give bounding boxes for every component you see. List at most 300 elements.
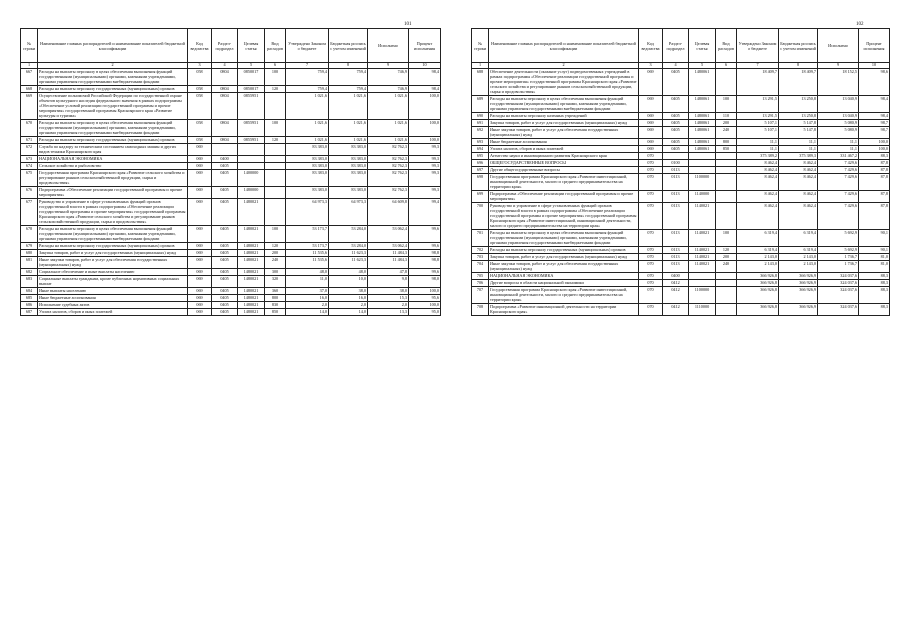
table-cell: Служба по надзору за техническим состоянием самоходных машин и других видов техники Красноярского края (38, 143, 188, 155)
table-cell: 200 (716, 253, 737, 260)
table-cell: Иные закупки товаров, работ и услуг для обеспечения государственных (муниципальных) нужд (38, 256, 188, 268)
table-cell: 11,1 (737, 145, 779, 152)
table-cell: 13,3 (368, 308, 409, 315)
table-cell: 87,8 (859, 166, 890, 173)
table-cell: 98,4 (859, 112, 890, 119)
table-cell: 366 926,8 (737, 272, 779, 279)
table-cell: 1480061 (689, 126, 716, 138)
table-cell: 38,0 (368, 287, 409, 294)
table-cell: 688 (472, 68, 489, 95)
table-cell: 0405 (212, 287, 238, 294)
column-header: Вид расходов (265, 29, 286, 63)
table-cell: 069 (188, 287, 212, 294)
table-cell: 0405 (212, 162, 238, 169)
table-cell: 366 926,9 (779, 303, 818, 315)
table-cell: 070 (639, 260, 663, 272)
table-cell: 81,0 (859, 253, 890, 260)
table-cell: 7 429,6 (818, 159, 859, 166)
table-row (472, 159, 890, 166)
table-cell: 13 040,9 (818, 112, 859, 119)
table-cell: 1140021 (689, 202, 716, 229)
table-cell: 16,0 (286, 294, 329, 301)
table-cell: 069 (188, 155, 212, 162)
table-cell: 0405 (663, 68, 689, 95)
table-cell: 83 383,0 (286, 162, 329, 169)
table-cell: 18 409,7 (779, 68, 818, 95)
table-cell: 375 389,3 (779, 152, 818, 159)
table-cell: 16,0 (329, 294, 368, 301)
table-cell: 5 147,8 (779, 119, 818, 126)
table-cell: 1480061 (689, 95, 716, 112)
column-header: Утверждено Законом о бюджете (286, 29, 329, 63)
table-cell: 069 (188, 249, 212, 256)
table-row (21, 287, 441, 294)
table-cell: 366 926,9 (779, 272, 818, 279)
table-cell: 069 (639, 138, 663, 145)
left-budget-table (20, 28, 441, 316)
table-cell: 1400000 (238, 169, 265, 186)
column-index: 1 (21, 63, 38, 69)
table-cell: 069 (188, 256, 212, 268)
table-row (472, 202, 890, 229)
table-cell: 11,1 (737, 138, 779, 145)
table-cell: 11 484,3 (368, 256, 409, 268)
table-cell: 0412 (663, 303, 689, 315)
table-cell: 0100 (663, 159, 689, 166)
table-cell: 1480021 (238, 308, 265, 315)
table-cell: 11 623,3 (329, 256, 368, 268)
column-index: 7 (286, 63, 329, 69)
table-cell: 689 (472, 95, 489, 112)
table-cell: 1480061 (689, 68, 716, 95)
table-cell: 692 (472, 126, 489, 138)
table-cell: 13 250,8 (779, 112, 818, 119)
table-row (472, 95, 890, 112)
table-cell: 100,0 (859, 145, 890, 152)
table-cell: 0405 (212, 275, 238, 287)
table-cell: 694 (472, 145, 489, 152)
table-cell: 070 (639, 166, 663, 173)
table-cell: 98,6 (859, 68, 890, 95)
table-cell: 366 926,8 (737, 279, 779, 286)
table-cell: 1480021 (238, 294, 265, 301)
table-cell: Обеспечение деятельности (оказание услуг) подведомственных учреждений в рамках подпрограммы «Обеспечение реализации государственной программы и прочие мероприятия» государственной программы Красноярского края «Развитие сельского хозяйства и регулирование рынков сельскохозяйственной продукции, сырья и продовольствия» (490, 69, 637, 94)
table-cell: 5 147,8 (779, 126, 818, 138)
table-cell: 300 (265, 268, 286, 275)
table-cell: 7 429,6 (818, 202, 859, 229)
table-cell: 0113 (663, 246, 689, 253)
table-cell: 88,3 (859, 152, 890, 159)
table-cell: 0405 (663, 112, 689, 119)
table-cell: 360 (265, 287, 286, 294)
table-cell: 0400 (212, 155, 238, 162)
table-cell: 676 (21, 186, 38, 198)
table-cell: 1100000 (689, 286, 716, 303)
table-cell: 13 250,8 (779, 95, 818, 112)
table-cell: 100,0 (409, 119, 441, 136)
table-cell: 14,0 (329, 308, 368, 315)
table-cell: 8 462,4 (779, 190, 818, 202)
table-cell: Иные бюджетные ассигнования (489, 138, 639, 145)
column-index: 3 (188, 63, 212, 69)
table-cell: Расходы на выплаты персоналу казенных учреждений (489, 112, 639, 119)
table-cell: Закупка товаров, работ и услуг для государственных (муниципальных) нужд (489, 253, 639, 260)
table-cell: 98,4 (859, 95, 890, 112)
table-cell: 1 021,6 (368, 92, 409, 119)
table-cell: 8 462,4 (779, 159, 818, 166)
table-cell: 240 (716, 260, 737, 272)
table-cell: 1480061 (689, 138, 716, 145)
table-cell: Иные бюджетные ассигнования (38, 294, 188, 301)
table-cell: 069 (188, 242, 212, 249)
table-cell: 0405 (212, 308, 238, 315)
table-cell: 070 (639, 279, 663, 286)
right-budget-table (471, 28, 890, 316)
table-cell: 686 (21, 301, 38, 308)
table-cell (716, 68, 737, 95)
table-row (21, 198, 441, 225)
table-row (21, 268, 441, 275)
table-cell: 53 062,4 (368, 242, 409, 249)
left-page-number: 101 (404, 22, 412, 27)
table-cell: 83 383,0 (286, 186, 329, 198)
table-cell (716, 173, 737, 190)
table-cell: 850 (265, 308, 286, 315)
table-cell: 83 383,0 (329, 186, 368, 198)
left-page (20, 28, 440, 316)
table-cell: 1480061 (689, 112, 716, 119)
table-cell (689, 159, 716, 166)
column-index: 9 (368, 63, 409, 69)
table-cell: 366 926,9 (779, 286, 818, 303)
table-cell: 070 (639, 229, 663, 246)
table-cell: 11 623,3 (329, 249, 368, 256)
table-cell: 759,4 (286, 68, 329, 85)
table-cell: 100,0 (859, 138, 890, 145)
table-cell (689, 152, 716, 159)
table-cell: Уплата налогов, сборов и иных платежей (489, 145, 639, 152)
table-cell: 070 (639, 303, 663, 315)
table-cell: 53 173,7 (286, 225, 329, 242)
table-cell: 18 409,7 (737, 68, 779, 95)
table-cell: 058 (188, 136, 212, 143)
table-cell: 8 462,4 (779, 202, 818, 229)
table-cell: 324 037,6 (818, 286, 859, 303)
table-cell: Расходы на выплаты персоналу в целях обеспечения выполнения функций государственными (муниципальными) органами, казенными учреждениями, органами управления государственными внебюджетными фондами (38, 68, 188, 85)
table-cell: 98,7 (859, 126, 890, 138)
table-cell: Осуществление полномочий Российской Федерации по государственной охране объектов культурного наследия федерального значения в рамках подпрограммы «Обеспечение условий реализации государственной программы и прочие мероприятия» государственной программы Красноярского края «Развитие культуры и туризма» (38, 92, 188, 119)
table-cell: Подпрограмма «Обеспечение реализации государственной программы и прочие мероприятия» (38, 186, 188, 198)
table-cell: 99,3 (409, 162, 441, 169)
table-cell: 99,6 (409, 242, 441, 249)
table-cell: 1140021 (689, 246, 716, 253)
table-cell: Закупка товаров, работ и услуг для государственных (муниципальных) нужд (38, 249, 188, 256)
table-cell: Государственная программа Красноярского края «Развитие сельского хозяйства и регулирование рынков сельскохозяйственной продукции, сырья и продовольствия» (38, 169, 188, 186)
right-page-number: 102 (856, 22, 864, 27)
table-cell: Иные закупки товаров, работ и услуг для обеспечения государственных (муниципальных) нужд (489, 260, 639, 272)
table-row (472, 145, 890, 152)
table-cell (716, 159, 737, 166)
table-cell: 15,3 (368, 294, 409, 301)
table-cell: 120 (265, 136, 286, 143)
table-row (472, 246, 890, 253)
table-cell: 82 762,3 (368, 155, 409, 162)
table-cell: Расходы на выплаты персоналу государственных (муниципальных) органов (38, 242, 188, 249)
table-cell: 100,0 (409, 287, 441, 294)
table-cell (716, 202, 737, 229)
table-cell: 0405 (212, 186, 238, 198)
table-cell (716, 190, 737, 202)
table-cell: 070 (639, 272, 663, 279)
table-cell: 120 (716, 246, 737, 253)
table-cell: 88,3 (859, 272, 890, 279)
table-cell: 240 (716, 126, 737, 138)
table-cell: 98,4 (409, 85, 441, 92)
table-cell: 83 383,0 (286, 155, 329, 162)
table-cell: 698 (472, 173, 489, 190)
table-cell: Иные выплаты населению (38, 287, 188, 294)
table-cell: 8 462,4 (737, 159, 779, 166)
table-cell: 070 (639, 286, 663, 303)
table-cell: 64 973,3 (329, 198, 368, 225)
table-cell: 675 (21, 169, 38, 186)
table-cell: 0113 (663, 173, 689, 190)
column-header: Раздел-подраздел (212, 29, 238, 63)
table-cell: 48,0 (329, 268, 368, 275)
table-cell: 83 383,0 (329, 169, 368, 186)
table-cell: 99,3 (409, 169, 441, 186)
table-cell: 682 (21, 268, 38, 275)
table-cell: 1 021,6 (368, 136, 409, 143)
table-cell: 1480061 (689, 145, 716, 152)
column-index: 4 (663, 63, 689, 69)
table-cell: 069 (188, 301, 212, 308)
column-index: 10 (859, 63, 890, 69)
column-index: 9 (818, 63, 859, 69)
table-cell: 1110000 (689, 303, 716, 315)
table-row (472, 190, 890, 202)
table-cell: 0113 (663, 166, 689, 173)
table-cell: 069 (188, 308, 212, 315)
table-cell: 800 (265, 294, 286, 301)
table-cell: Исполнение судебных актов (38, 301, 188, 308)
table-cell: 070 (639, 152, 663, 159)
table-cell: Подпрограмма «Обеспечение реализации государственной программы и прочие мероприятия» (489, 190, 639, 202)
table-cell: Социальное обеспечение и иные выплаты населению (38, 268, 188, 275)
table-cell: 366 926,9 (779, 279, 818, 286)
table-cell (265, 198, 286, 225)
table-cell: 0412 (663, 286, 689, 303)
table-cell: 069 (188, 169, 212, 186)
column-index: 2 (489, 63, 639, 69)
table-cell: 120 (265, 242, 286, 249)
table-cell: 683 (21, 275, 38, 287)
table-cell: Расходы на выплаты персоналу в целях обеспечения выполнения функций государственными (муниципальными) органами, казенными учреждениями, органами управления государственными внебюджетными фондами (38, 119, 188, 136)
table-cell: 800 (716, 138, 737, 145)
table-cell: 8 462,4 (737, 202, 779, 229)
table-cell: 324 037,6 (818, 272, 859, 279)
table-cell: 1 021,6 (329, 136, 368, 143)
table-cell: 708 (472, 303, 489, 315)
table-cell: 11 535,6 (286, 249, 329, 256)
table-cell: Руководство и управление в сфере установленных функций органов государственной власти в рамках подпрограммы «Обеспечение реализации государственной программы и прочие мероприятия» государственной программы Красноярского края «Развитие инвестиционной, инновационной деятельности, малого и среднего предпринимательства на территории края» (489, 202, 639, 229)
table-cell: 8 462,4 (737, 173, 779, 190)
table-cell: 0855951 (238, 92, 265, 119)
right-table-body (472, 68, 890, 315)
table-cell: 677 (21, 198, 38, 225)
table-cell (238, 143, 265, 155)
table-cell: 0405 (663, 95, 689, 112)
table-cell (663, 152, 689, 159)
table-cell: 37,0 (286, 287, 329, 294)
table-cell: 11,1 (818, 145, 859, 152)
table-cell (716, 152, 737, 159)
table-row (21, 256, 441, 268)
table-cell: Расходы на выплаты персоналу в целях обеспечения выполнения функций государственными (муниципальными) органами, казенными учреждениями, органами управления государственными внебюджетными фондами (489, 95, 639, 112)
column-header: Целевая статья (238, 29, 265, 63)
table-cell: 331 467,2 (818, 152, 859, 159)
table-cell: 069 (188, 268, 212, 275)
table-cell: 1 021,6 (329, 119, 368, 136)
column-header: Код ведомства (639, 29, 663, 63)
table-cell: 1480021 (238, 256, 265, 268)
column-index: 3 (639, 63, 663, 69)
table-cell: 070 (639, 173, 663, 190)
table-cell (716, 166, 737, 173)
table-cell: 1480021 (238, 287, 265, 294)
table-cell: 679 (21, 242, 38, 249)
table-row (21, 162, 441, 169)
table-cell: 668 (21, 85, 38, 92)
column-header: Вид расходов (716, 29, 737, 63)
table-cell (716, 286, 737, 303)
table-row (472, 119, 890, 126)
table-cell: 11,1 (818, 138, 859, 145)
table-cell: 11,0 (286, 275, 329, 287)
table-cell: 10,0 (329, 275, 368, 287)
table-cell (265, 162, 286, 169)
table-cell: 674 (21, 162, 38, 169)
table-cell: 99,3 (409, 143, 441, 155)
column-header: № строки (21, 29, 38, 63)
table-cell: 14,0 (286, 308, 329, 315)
column-index: 10 (409, 63, 441, 69)
table-cell: 200 (265, 249, 286, 256)
table-cell: 070 (639, 246, 663, 253)
table-cell: 98,7 (859, 119, 890, 126)
table-row (472, 260, 890, 272)
table-cell: 058 (188, 68, 212, 85)
table-cell: 0405 (663, 126, 689, 138)
table-cell: 1480000 (238, 186, 265, 198)
table-row (21, 136, 441, 143)
table-cell: 069 (639, 119, 663, 126)
table-cell: 1 736,7 (818, 253, 859, 260)
table-cell: 8 462,4 (779, 166, 818, 173)
table-cell: 90,1 (859, 246, 890, 253)
table-cell: 1480021 (238, 301, 265, 308)
table-cell: 702 (472, 246, 489, 253)
table-cell: 0113 (663, 229, 689, 246)
table-cell: Иные закупки товаров, работ и услуг для обеспечения государственных (муниципальных) нужд (489, 126, 639, 138)
table-cell: 7 429,6 (818, 166, 859, 173)
table-cell: 1480021 (238, 225, 265, 242)
table-row (21, 308, 441, 315)
table-cell: 1140021 (689, 260, 716, 272)
table-cell: 2 143,0 (779, 253, 818, 260)
table-cell: 0405 (212, 225, 238, 242)
table-cell: 82 762,3 (368, 162, 409, 169)
table-cell: 8 462,4 (737, 190, 779, 202)
table-cell: 069 (639, 112, 663, 119)
table-cell: 324 037,6 (818, 303, 859, 315)
table-row (472, 166, 890, 173)
table-cell: 673 (21, 155, 38, 162)
table-cell (689, 166, 716, 173)
table-cell: 746,9 (368, 85, 409, 92)
table-cell: 64 609,8 (368, 198, 409, 225)
table-cell: 696 (472, 159, 489, 166)
table-cell: 1 736,7 (818, 260, 859, 272)
column-index: 1 (472, 63, 489, 69)
table-cell: 672 (21, 143, 38, 155)
column-header: Процент исполнения (409, 29, 441, 63)
table-cell: 1480021 (238, 249, 265, 256)
table-cell: 100 (716, 95, 737, 112)
table-cell: 5 107,1 (737, 126, 779, 138)
table-row (472, 152, 890, 159)
table-cell: 058 (188, 92, 212, 119)
table-cell: 0405 (212, 301, 238, 308)
table-row (21, 301, 441, 308)
table-cell: 670 (21, 119, 38, 136)
column-index: 8 (329, 63, 368, 69)
column-header: Процент исполнения (859, 29, 890, 63)
table-row (21, 225, 441, 242)
table-cell (238, 162, 265, 169)
table-cell (265, 169, 286, 186)
table-row (472, 173, 890, 190)
table-cell: 069 (188, 275, 212, 287)
table-cell: 5 080,9 (818, 126, 859, 138)
table-cell: 069 (188, 162, 212, 169)
table-cell: 6 319,4 (779, 229, 818, 246)
column-header: Наименование главных распорядителей и наименование показателей бюджетной классификации (38, 29, 188, 63)
table-cell: 82 762,3 (368, 143, 409, 155)
column-index: 4 (212, 63, 238, 69)
table-cell: 667 (21, 68, 38, 85)
table-cell: Расходы на выплаты персоналу в целях обеспечения выполнения функций государственными (муниципальными) органами, казенными учреждениями, органами управления государственными внебюджетными фондами (38, 225, 188, 242)
table-cell: 693 (472, 138, 489, 145)
table-cell: 070 (639, 159, 663, 166)
table-cell: 058 (188, 85, 212, 92)
table-cell: 1480061 (689, 119, 716, 126)
column-header: Бюджетная роспись с учетом изменений (779, 29, 818, 63)
table-cell: 6 319,4 (779, 246, 818, 253)
table-cell: 2 143,0 (779, 260, 818, 272)
table-cell: 0405 (212, 169, 238, 186)
table-cell: 82 762,3 (368, 186, 409, 198)
table-row (472, 303, 890, 315)
table-row (21, 249, 441, 256)
column-header: Код ведомства (188, 29, 212, 63)
column-header: № строки (472, 29, 489, 63)
table-cell: 8 462,4 (779, 173, 818, 190)
table-cell: 98,8 (409, 249, 441, 256)
table-cell: НАЦИОНАЛЬНАЯ ЭКОНОМИКА (38, 155, 188, 162)
table-cell: 375 389,2 (737, 152, 779, 159)
table-cell: 0855951 (238, 119, 265, 136)
